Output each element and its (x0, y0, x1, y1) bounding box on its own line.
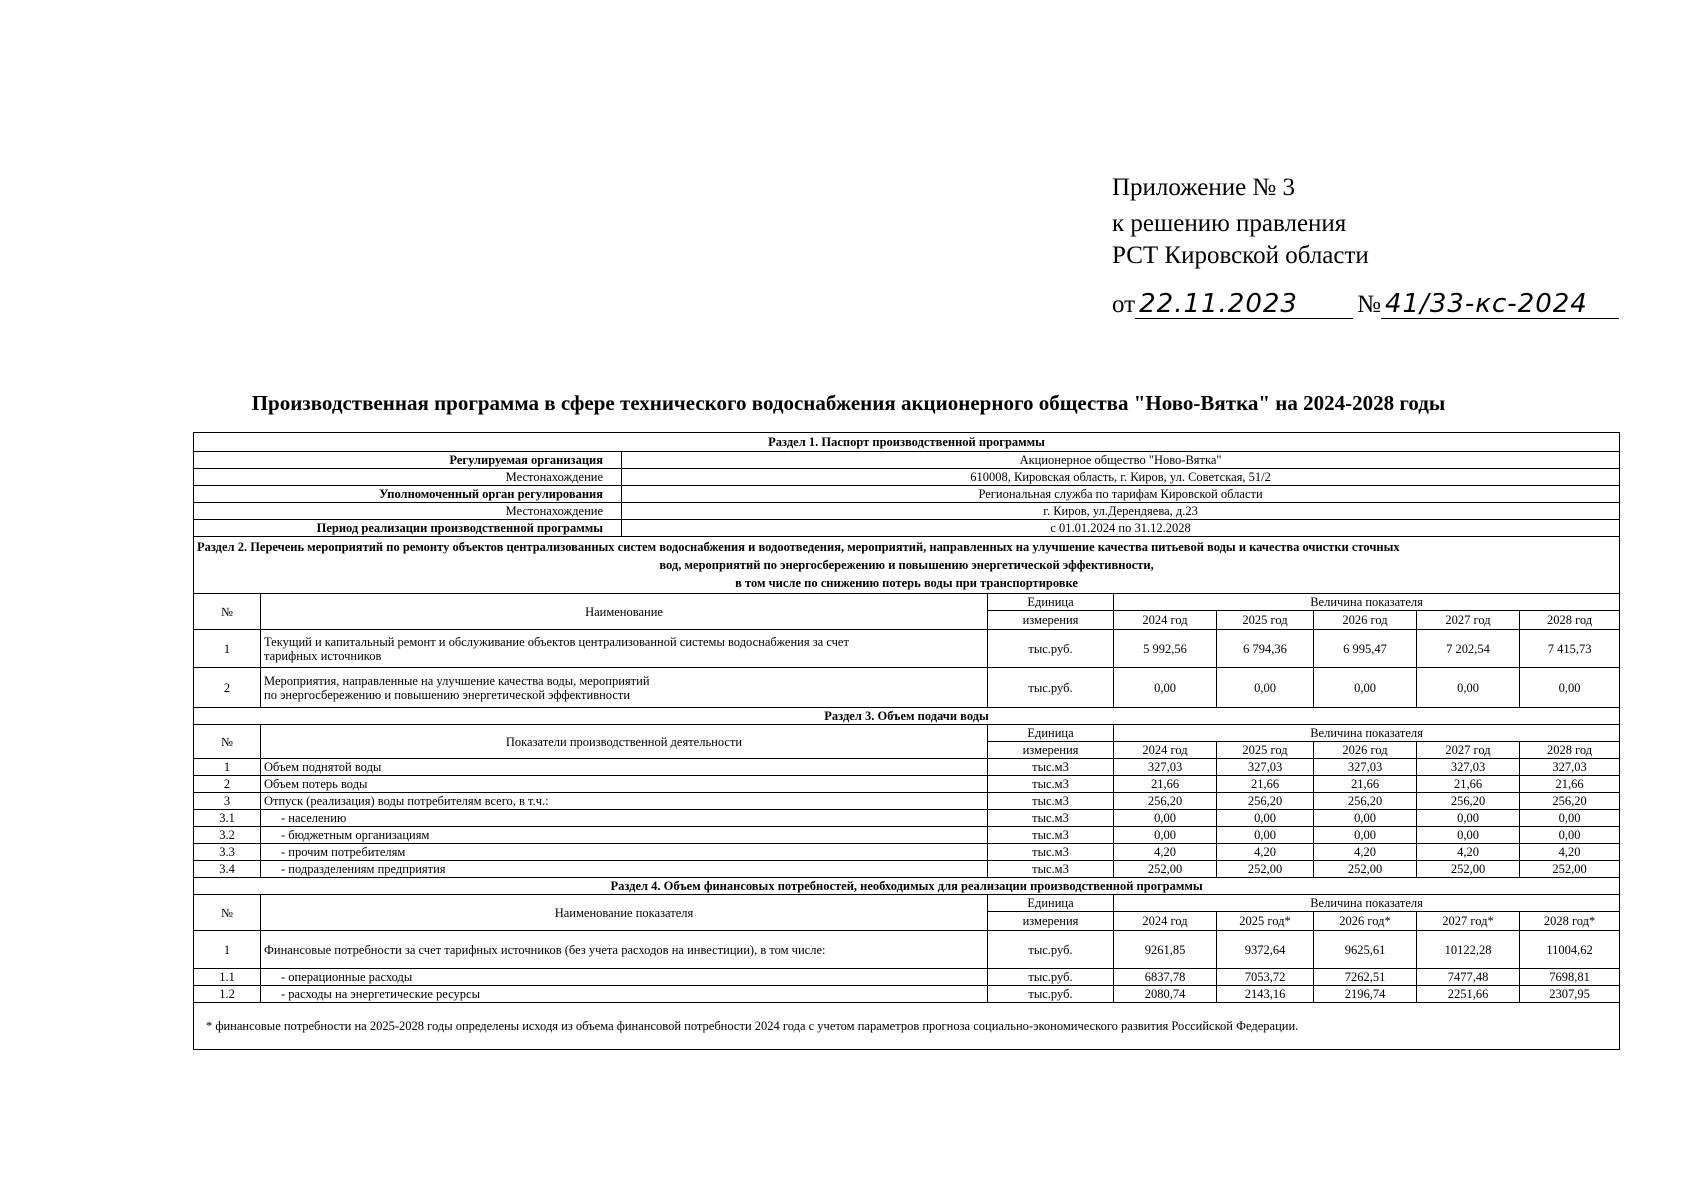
row-value: 256,20 (1520, 793, 1620, 810)
row-name-line: Мероприятия, направленные на улучшение качества воды, мероприятий (264, 673, 650, 688)
row-no: 3.4 (194, 861, 261, 878)
row-value: 7053,72 (1217, 969, 1314, 986)
row-value: 10122,28 (1417, 931, 1520, 969)
row-value: 0,00 (1114, 827, 1217, 844)
row-value: 252,00 (1417, 861, 1520, 878)
row-value: 5 992,56 (1114, 630, 1217, 668)
row-value: 2307,95 (1520, 986, 1620, 1003)
col-header-name: Наименование (261, 594, 988, 630)
row-no: 1 (194, 630, 261, 668)
row-value: 0,00 (1114, 810, 1217, 827)
row-value: 21,66 (1417, 776, 1520, 793)
row-value: 9261,85 (1114, 931, 1217, 969)
from-label: от (1112, 291, 1136, 318)
row-no: 2 (194, 668, 261, 708)
program-table (193, 432, 1620, 1050)
decision-number: 41/33-кс-2024 (1381, 290, 1619, 319)
table-row (194, 827, 1620, 844)
row-unit: тыс.руб. (988, 931, 1114, 969)
row-value: 252,00 (1314, 861, 1417, 878)
row-name: - подразделениям предприятия (261, 861, 988, 878)
row-value: 2080,74 (1114, 986, 1217, 1003)
row-value: 7262,51 (1314, 969, 1417, 986)
row-unit: тыс.м3 (988, 844, 1114, 861)
row-value: 4,20 (1217, 844, 1314, 861)
section3-title: Раздел 3. Объем подачи воды (194, 708, 1620, 725)
row-value: 21,66 (1520, 776, 1620, 793)
row-name: - расходы на энергетические ресурсы (261, 986, 988, 1003)
row-value: 7 202,54 (1417, 630, 1520, 668)
year-header: 2026 год (1314, 611, 1417, 630)
row-value: 256,20 (1417, 793, 1520, 810)
row-value: 252,00 (1114, 861, 1217, 878)
row-value: 327,03 (1520, 759, 1620, 776)
decision-date-number (1112, 290, 1619, 324)
document-title: Производственная программа в сфере технического водоснабжения акционерного общества "Ново-Вятка" на 2024-2028 годы (251, 391, 1446, 415)
row-no: 3.3 (194, 844, 261, 861)
row-value: 4,20 (1520, 844, 1620, 861)
col-header-unit: Единица (988, 725, 1114, 742)
row-value: 256,20 (1114, 793, 1217, 810)
row-value: 0,00 (1417, 827, 1520, 844)
row-name: - прочим потребителям (261, 844, 988, 861)
row-name: - операционные расходы (261, 969, 988, 986)
col-header-no: № (194, 895, 261, 931)
col-header-no: № (194, 725, 261, 759)
col-header-name: Показатели производственной деятельности (261, 725, 988, 759)
section2-title (194, 537, 1620, 594)
row-value: 256,20 (1217, 793, 1314, 810)
row-value: 9372,64 (1217, 931, 1314, 969)
appendix-header (1112, 172, 1369, 272)
row-value: 0,00 (1114, 668, 1217, 708)
passport-label: Период реализации производственной программы (194, 520, 622, 537)
row-value: 21,66 (1314, 776, 1417, 793)
year-header: 2028 год* (1520, 912, 1620, 931)
year-header: 2027 год* (1417, 912, 1520, 931)
col-header-value: Величина показателя (1114, 594, 1620, 611)
row-value: 0,00 (1217, 827, 1314, 844)
decision-date: 22.11.2023 (1135, 290, 1353, 319)
table-row (194, 810, 1620, 827)
col-header-name: Наименование показателя (261, 895, 988, 931)
row-value: 2251,66 (1417, 986, 1520, 1003)
row-unit: тыс.м3 (988, 793, 1114, 810)
row-name-line: Текущий и капитальный ремонт и обслуживание объектов централизованной системы водоснабжения за счет (264, 634, 849, 649)
col-header-unit: измерения (988, 742, 1114, 759)
row-unit: тыс.м3 (988, 776, 1114, 793)
section2-title-line2: вод, мероприятий по энергосбережению и повышению энергетической эффективности, (659, 558, 1154, 572)
row-value: 327,03 (1114, 759, 1217, 776)
section2-title-line1: Раздел 2. Перечень мероприятий по ремонту объектов централизованных систем водоснабжения и водоотведения, мероприятий, направленных на улучшение качества питьевой воды и качества очистки сточных (197, 540, 1400, 554)
year-header: 2027 год (1417, 611, 1520, 630)
col-header-unit: измерения (988, 611, 1114, 630)
row-name: - бюджетным организациям (261, 827, 988, 844)
row-value: 2196,74 (1314, 986, 1417, 1003)
row-value: 327,03 (1417, 759, 1520, 776)
row-unit: тыс.м3 (988, 861, 1114, 878)
year-header: 2024 год (1114, 912, 1217, 931)
row-value: 4,20 (1314, 844, 1417, 861)
row-unit: тыс.м3 (988, 827, 1114, 844)
row-unit: тыс.руб. (988, 630, 1114, 668)
row-unit: тыс.руб. (988, 668, 1114, 708)
year-header: 2026 год* (1314, 912, 1417, 931)
col-header-no: № (194, 594, 261, 630)
year-header: 2027 год (1417, 742, 1520, 759)
table-row (194, 630, 1620, 668)
row-value: 7698,81 (1520, 969, 1620, 986)
appendix-number: Приложение № 3 (1112, 174, 1296, 201)
row-value: 0,00 (1314, 827, 1417, 844)
row-value: 4,20 (1417, 844, 1520, 861)
row-name: - населению (261, 810, 988, 827)
row-no: 1 (194, 931, 261, 969)
row-name: Объем потерь воды (261, 776, 988, 793)
row-value: 2143,16 (1217, 986, 1314, 1003)
row-no: 1.1 (194, 969, 261, 986)
passport-value: с 01.01.2024 по 31.12.2028 (622, 520, 1620, 537)
passport-label: Местонахождение (194, 503, 622, 520)
row-value: 327,03 (1314, 759, 1417, 776)
row-value: 7 415,73 (1520, 630, 1620, 668)
year-header: 2026 год (1314, 742, 1417, 759)
row-value: 4,20 (1114, 844, 1217, 861)
row-value: 7477,48 (1417, 969, 1520, 986)
table-row (194, 793, 1620, 810)
row-value: 252,00 (1217, 861, 1314, 878)
year-header: 2025 год (1217, 742, 1314, 759)
row-name (261, 630, 988, 668)
row-unit: тыс.руб. (988, 969, 1114, 986)
row-value: 9625,61 (1314, 931, 1417, 969)
row-no: 3.1 (194, 810, 261, 827)
section4-title: Раздел 4. Объем финансовых потребностей, необходимых для реализации производственной программы (194, 878, 1620, 895)
col-header-unit: измерения (988, 912, 1114, 931)
row-value: 256,20 (1314, 793, 1417, 810)
row-no: 2 (194, 776, 261, 793)
year-header: 2024 год (1114, 742, 1217, 759)
passport-label: Регулируемая организация (194, 452, 622, 469)
appendix-authority: РСТ Кировской области (1112, 242, 1369, 269)
col-header-unit: Единица (988, 594, 1114, 611)
year-header: 2025 год (1217, 611, 1314, 630)
table-row (194, 668, 1620, 708)
section1-title: Раздел 1. Паспорт производственной программы (194, 433, 1620, 452)
passport-label: Уполномоченный орган регулирования (194, 486, 622, 503)
passport-value: г. Киров, ул.Дерендяева, д.23 (622, 503, 1620, 520)
row-value: 252,00 (1520, 861, 1620, 878)
footnote: * финансовые потребности на 2025-2028 годы определены исходя из объема финансовой потребности 2024 года с учетом параметров прогноза социально-экономического развития Российской Федерации. (194, 1003, 1620, 1050)
col-header-value: Величина показателя (1114, 725, 1620, 742)
row-name-line: тарифных источников (264, 648, 382, 663)
row-no: 1.2 (194, 986, 261, 1003)
row-value: 0,00 (1314, 810, 1417, 827)
row-no: 3.2 (194, 827, 261, 844)
row-name: Финансовые потребности за счет тарифных источников (без учета расходов на инвестиции), в том числе: (261, 931, 988, 969)
table-row (194, 776, 1620, 793)
year-header: 2028 год (1520, 742, 1620, 759)
row-value: 0,00 (1314, 668, 1417, 708)
passport-value: Региональная служба по тарифам Кировской области (622, 486, 1620, 503)
row-name: Отпуск (реализация) воды потребителям всего, в т.ч.: (261, 793, 988, 810)
row-name-line: по энергосбережению и повышению энергетической эффективности (264, 687, 631, 702)
table-row (194, 861, 1620, 878)
passport-value: Акционерное общество "Ново-Вятка" (622, 452, 1620, 469)
row-no: 3 (194, 793, 261, 810)
number-label: № (1357, 291, 1381, 318)
row-unit: тыс.м3 (988, 759, 1114, 776)
row-value: 0,00 (1520, 810, 1620, 827)
row-value: 6837,78 (1114, 969, 1217, 986)
row-value: 0,00 (1417, 810, 1520, 827)
row-value: 6 995,47 (1314, 630, 1417, 668)
row-value: 0,00 (1417, 668, 1520, 708)
col-header-unit: Единица (988, 895, 1114, 912)
row-name: Объем поднятой воды (261, 759, 988, 776)
row-value: 21,66 (1217, 776, 1314, 793)
row-name (261, 668, 988, 708)
table-row (194, 986, 1620, 1003)
row-unit: тыс.м3 (988, 810, 1114, 827)
table-row (194, 969, 1620, 986)
table-row (194, 844, 1620, 861)
table-row (194, 759, 1620, 776)
row-value: 0,00 (1520, 827, 1620, 844)
col-header-value: Величина показателя (1114, 895, 1620, 912)
row-no: 1 (194, 759, 261, 776)
year-header: 2028 год (1520, 611, 1620, 630)
row-value: 0,00 (1217, 668, 1314, 708)
table-row (194, 931, 1620, 969)
row-unit: тыс.руб. (988, 986, 1114, 1003)
row-value: 327,03 (1217, 759, 1314, 776)
passport-label: Местонахождение (194, 469, 622, 486)
year-header: 2024 год (1114, 611, 1217, 630)
year-header: 2025 год* (1217, 912, 1314, 931)
appendix-decision: к решению правления (1112, 210, 1347, 237)
row-value: 0,00 (1520, 668, 1620, 708)
section2-title-line3: в том числе по снижению потерь воды при транспортировке (735, 576, 1078, 590)
row-value: 21,66 (1114, 776, 1217, 793)
row-value: 6 794,36 (1217, 630, 1314, 668)
row-value: 11004,62 (1520, 931, 1620, 969)
row-value: 0,00 (1217, 810, 1314, 827)
passport-value: 610008, Кировская область, г. Киров, ул. Советская, 51/2 (622, 469, 1620, 486)
